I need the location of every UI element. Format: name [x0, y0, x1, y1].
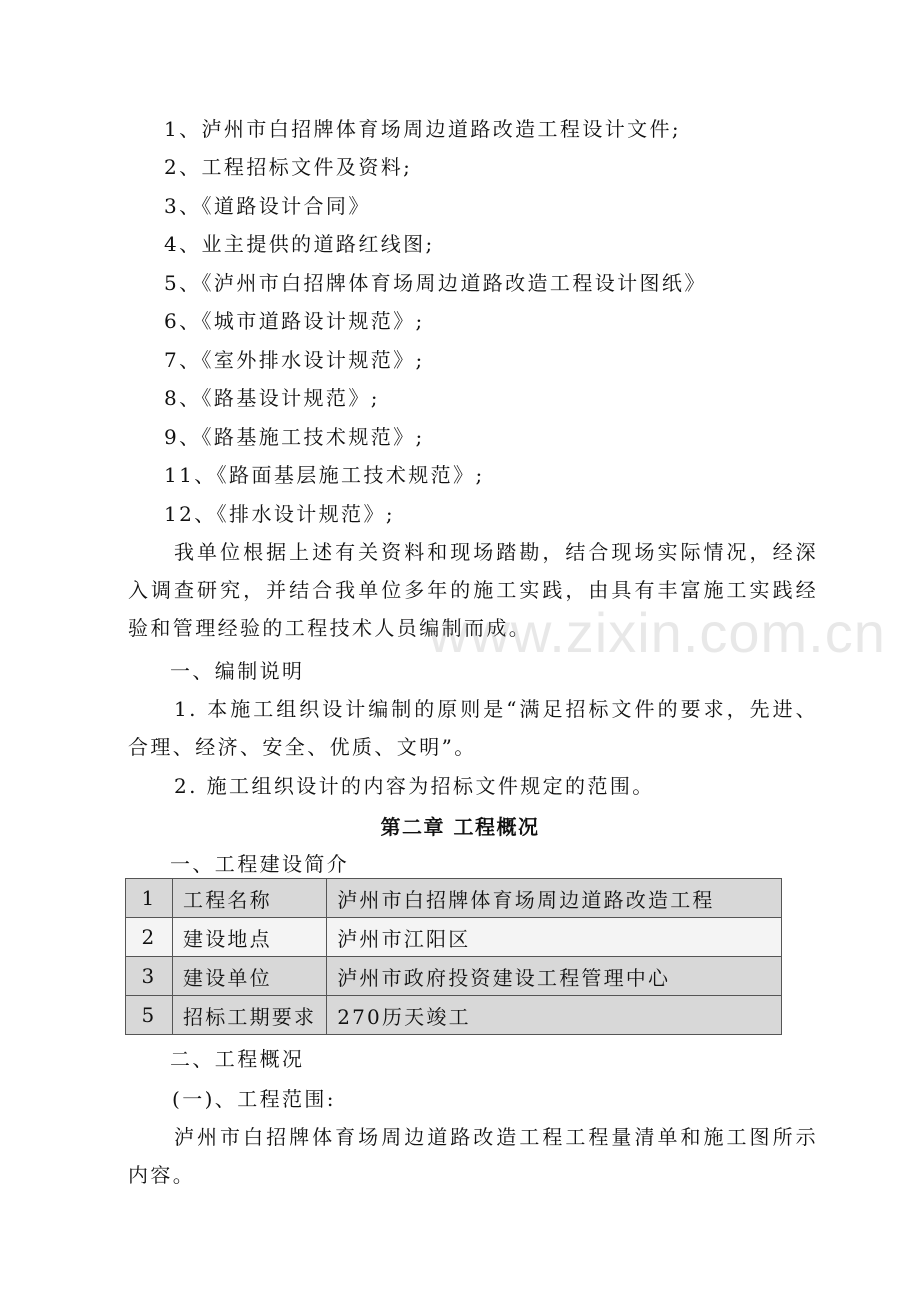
table-row [126, 996, 782, 1035]
row-number: 2 [126, 918, 173, 957]
scope-text: 泸州市白招牌体育场周边道路改造工程工程量清单和施工图所示内容。 [128, 1125, 818, 1187]
summary-paragraph: 我单位根据上述有关资料和现场踏勘，结合现场实际情况，经深入调查研究，并结合我单位多年的施工实践，由具有丰富施工实践经验和管理经验的工程技术人员编制而成。 [128, 540, 818, 640]
row-label: 工程名称 [173, 879, 327, 918]
table-row [126, 918, 782, 957]
reference-item-4: 4、业主提供的道路红线图; [164, 232, 435, 256]
reference-item-1: 1、泸州市白招牌体育场周边道路改造工程设计文件; [164, 117, 682, 141]
section-intro-title: 一、工程建设简介 [170, 852, 350, 876]
project-info-table [125, 878, 782, 1035]
section-compile-title: 一、编制说明 [170, 659, 305, 683]
row-label: 招标工期要求 [173, 996, 327, 1035]
reference-item-3: 3、《道路设计合同》 [164, 194, 371, 218]
reference-item-5: 5、《泸州市白招牌体育场周边道路改造工程设计图纸》 [164, 271, 707, 295]
reference-item-8: 8、《路基设计规范》; [164, 386, 380, 410]
table-row [126, 957, 782, 996]
row-number: 1 [126, 879, 173, 918]
reference-item-2: 2、工程招标文件及资料; [164, 155, 413, 179]
chapter-title: 第二章 工程概况 [380, 815, 540, 839]
row-value: 270历天竣工 [327, 996, 782, 1035]
watermark-text: www.zixin.com.cn [428, 601, 886, 664]
reference-item-12: 12、《排水设计规范》; [164, 502, 395, 526]
reference-item-11: 11、《路面基层施工技术规范》; [164, 463, 485, 487]
row-value: 泸州市江阳区 [327, 918, 782, 957]
row-number: 5 [126, 996, 173, 1035]
reference-item-7: 7、《室外排水设计规范》; [164, 348, 425, 372]
compile-item-2: 2. 施工组织设计的内容为招标文件规定的范围。 [174, 774, 655, 798]
row-label: 建设单位 [173, 957, 327, 996]
table-row [126, 879, 782, 918]
compile-item-1: 1. 本施工组织设计编制的原则是“满足招标文件的要求，先进、合理、经济、安全、优质、文明”。 [128, 697, 818, 759]
row-value: 泸州市政府投资建设工程管理中心 [327, 957, 782, 996]
row-value: 泸州市白招牌体育场周边道路改造工程 [327, 879, 782, 918]
row-label: 建设地点 [173, 918, 327, 957]
reference-item-6: 6、《城市道路设计规范》; [164, 309, 425, 333]
section-overview-title: 二、工程概况 [170, 1047, 305, 1071]
row-number: 3 [126, 957, 173, 996]
scope-title: (一)、工程范围: [172, 1087, 336, 1111]
reference-item-9: 9、《路基施工技术规范》; [164, 425, 425, 449]
